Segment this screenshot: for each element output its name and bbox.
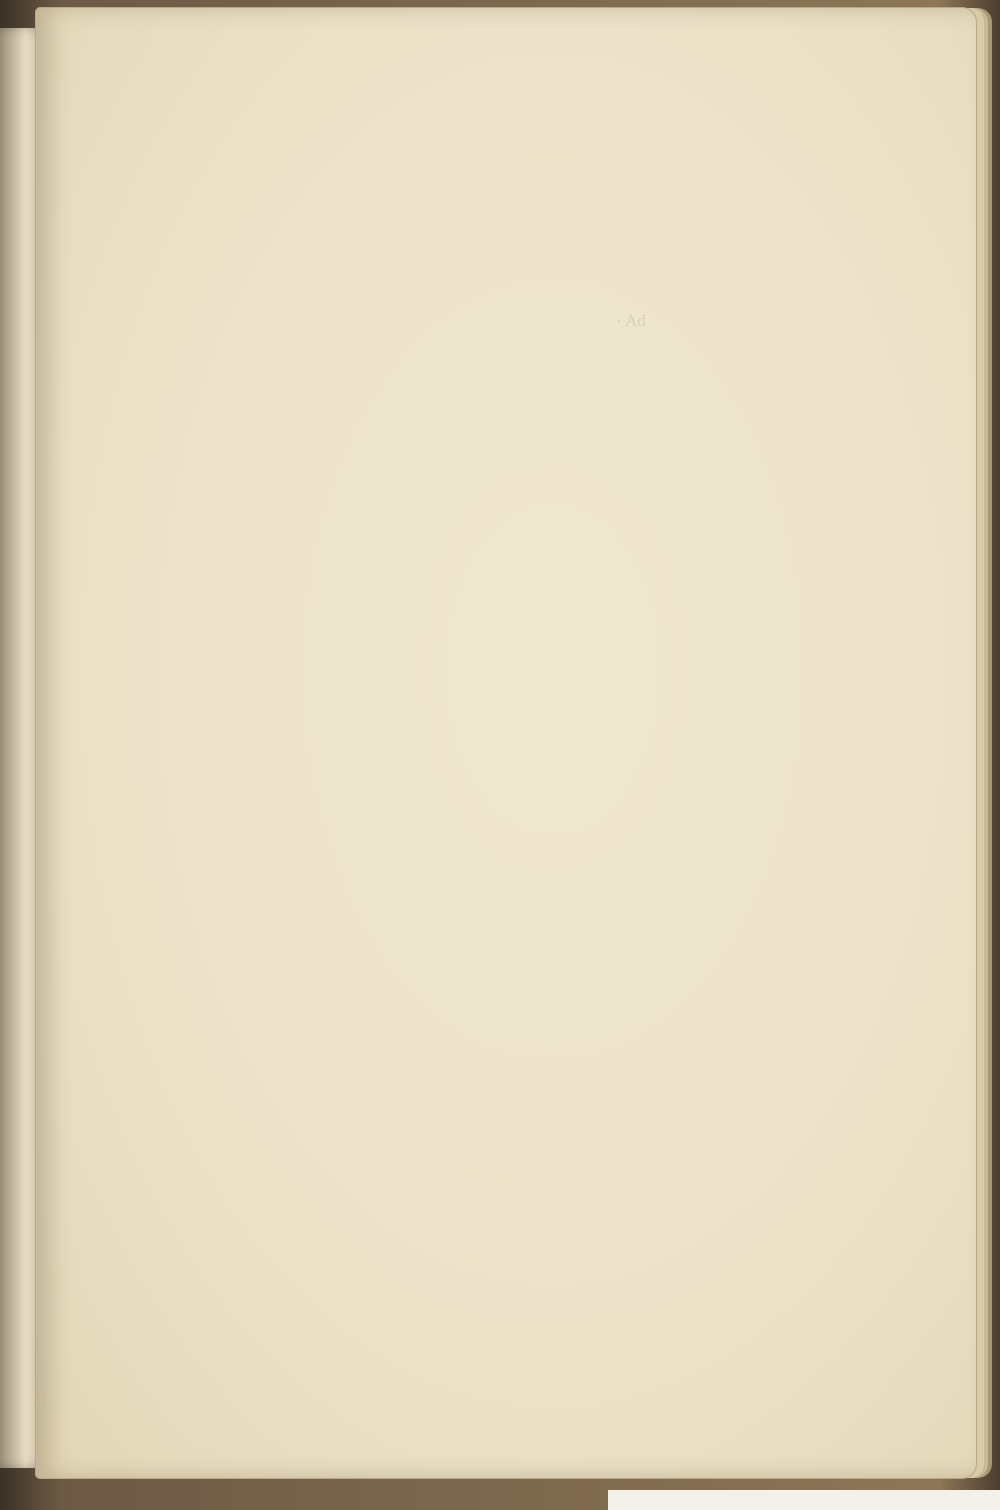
page [36,8,976,1478]
bleed-through-text: · Ad [616,311,646,330]
footer-credit [608,1490,1000,1510]
